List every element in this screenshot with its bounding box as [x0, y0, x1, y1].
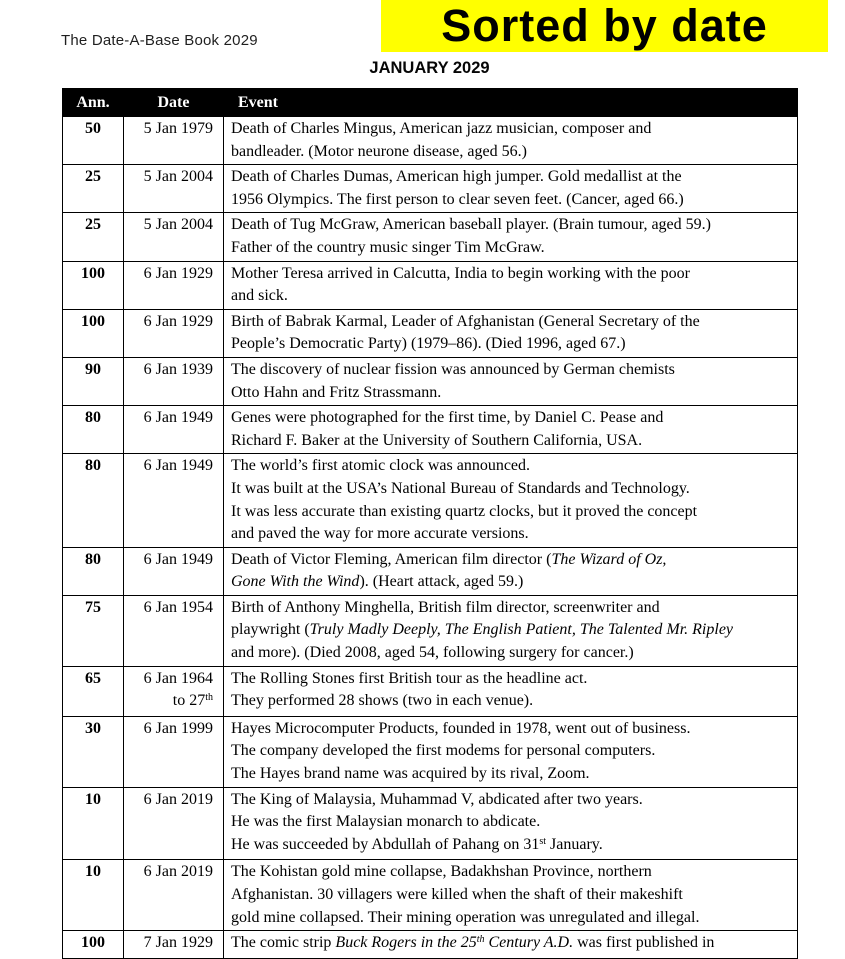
table-row — [63, 165, 798, 213]
event-cell: Mother Teresa arrived in Calcutta, India to begin working with the poor and sick. — [224, 261, 798, 309]
anniversary-cell: 100 — [63, 931, 124, 959]
month-title: JANUARY 2029 — [369, 59, 490, 77]
event-cell: Birth of Anthony Minghella, British film director, screenwriter and playwright (Truly Madly Deeply, The English Patient, The Talented Mr. Ripley and more). (Died 2008, aged 54, following surgery for cancer.) — [224, 595, 798, 666]
table-row — [63, 547, 798, 595]
anniversary-cell: 30 — [63, 716, 124, 787]
table-row — [63, 787, 798, 860]
event-cell: The Kohistan gold mine collapse, Badakhshan Province, northern Afghanistan. 30 villagers were killed when the shaft of their makeshift gold mine collapsed. Their mining operation was unregulated and illegal. — [224, 860, 798, 931]
anniversary-cell: 65 — [63, 666, 124, 716]
book-title: The Date-A-Base Book 2029 — [61, 32, 258, 49]
date-cell: 6 Jan 1949 — [124, 454, 224, 547]
anniversary-cell: 10 — [63, 860, 124, 931]
event-cell: The Rolling Stones first British tour as the headline act. They performed 28 shows (two in each venue). — [224, 666, 798, 716]
date-cell: 5 Jan 2004 — [124, 165, 224, 213]
date-cell: 6 Jan 1939 — [124, 357, 224, 405]
event-cell: Death of Charles Dumas, American high jumper. Gold medallist at the 1956 Olympics. The first person to clear seven feet. (Cancer, aged 66.) — [224, 165, 798, 213]
banner-label: Sorted by date — [441, 0, 768, 51]
event-table — [62, 88, 798, 959]
event-cell: The discovery of nuclear fission was announced by German chemists Otto Hahn and Fritz Strassmann. — [224, 357, 798, 405]
date-cell: 6 Jan 1949 — [124, 406, 224, 454]
event-cell: The world’s first atomic clock was announced. It was built at the USA’s National Bureau of Standards and Technology. It was less accurate than existing quartz clocks, but it proved the concept and paved the way for more accurate versions. — [224, 454, 798, 547]
table-row — [63, 716, 798, 787]
anniversary-cell: 90 — [63, 357, 124, 405]
table-row — [63, 595, 798, 666]
date-cell: 5 Jan 1979 — [124, 117, 224, 165]
anniversary-cell: 80 — [63, 454, 124, 547]
anniversary-cell: 50 — [63, 117, 124, 165]
date-cell: 6 Jan 1964 to 27th — [124, 666, 224, 716]
date-cell: 6 Jan 1929 — [124, 309, 224, 357]
date-cell: 6 Jan 2019 — [124, 787, 224, 860]
anniversary-cell: 10 — [63, 787, 124, 860]
table-header-row — [63, 89, 798, 117]
sorted-by-date-banner — [381, 0, 828, 52]
date-cell: 6 Jan 2019 — [124, 860, 224, 931]
anniversary-cell: 100 — [63, 261, 124, 309]
anniversary-cell: 100 — [63, 309, 124, 357]
table-row — [63, 309, 798, 357]
table-row — [63, 261, 798, 309]
event-cell: Death of Charles Mingus, American jazz musician, composer and bandleader. (Motor neurone disease, aged 56.) — [224, 117, 798, 165]
table-row — [63, 666, 798, 716]
table-row — [63, 860, 798, 931]
event-cell: Death of Victor Fleming, American film director (The Wizard of Oz, Gone With the Wind). (Heart attack, aged 59.) — [224, 547, 798, 595]
header-event: Event — [224, 89, 798, 117]
event-cell: The comic strip Buck Rogers in the 25th Century A.D. was first published in — [224, 931, 798, 959]
date-cell: 6 Jan 1949 — [124, 547, 224, 595]
table-row — [63, 406, 798, 454]
date-cell: 7 Jan 1929 — [124, 931, 224, 959]
table-header — [63, 89, 798, 117]
event-cell: Genes were photographed for the first time, by Daniel C. Pease and Richard F. Baker at the University of Southern California, USA. — [224, 406, 798, 454]
anniversary-cell: 80 — [63, 547, 124, 595]
event-cell: Birth of Babrak Karmal, Leader of Afghanistan (General Secretary of the People’s Democratic Party) (1979–86). (Died 1996, aged 67.) — [224, 309, 798, 357]
table-row — [63, 117, 798, 165]
event-table-body — [63, 117, 798, 959]
table-row — [63, 454, 798, 547]
event-cell: The King of Malaysia, Muhammad V, abdicated after two years. He was the first Malaysian monarch to abdicate. He was succeeded by Abdullah of Pahang on 31st January. — [224, 787, 798, 860]
anniversary-cell: 75 — [63, 595, 124, 666]
date-cell: 5 Jan 2004 — [124, 213, 224, 261]
date-cell: 6 Jan 1954 — [124, 595, 224, 666]
anniversary-cell: 80 — [63, 406, 124, 454]
table-row — [63, 357, 798, 405]
header-ann: Ann. — [63, 89, 124, 117]
event-cell: Hayes Microcomputer Products, founded in 1978, went out of business. The company developed the first modems for personal computers. The Hayes brand name was acquired by its rival, Zoom. — [224, 716, 798, 787]
anniversary-cell: 25 — [63, 165, 124, 213]
date-cell: 6 Jan 1999 — [124, 716, 224, 787]
anniversary-cell: 25 — [63, 213, 124, 261]
event-cell: Death of Tug McGraw, American baseball player. (Brain tumour, aged 59.) Father of the country music singer Tim McGraw. — [224, 213, 798, 261]
table-row — [63, 931, 798, 959]
date-cell: 6 Jan 1929 — [124, 261, 224, 309]
table-row — [63, 213, 798, 261]
header-date: Date — [124, 89, 224, 117]
